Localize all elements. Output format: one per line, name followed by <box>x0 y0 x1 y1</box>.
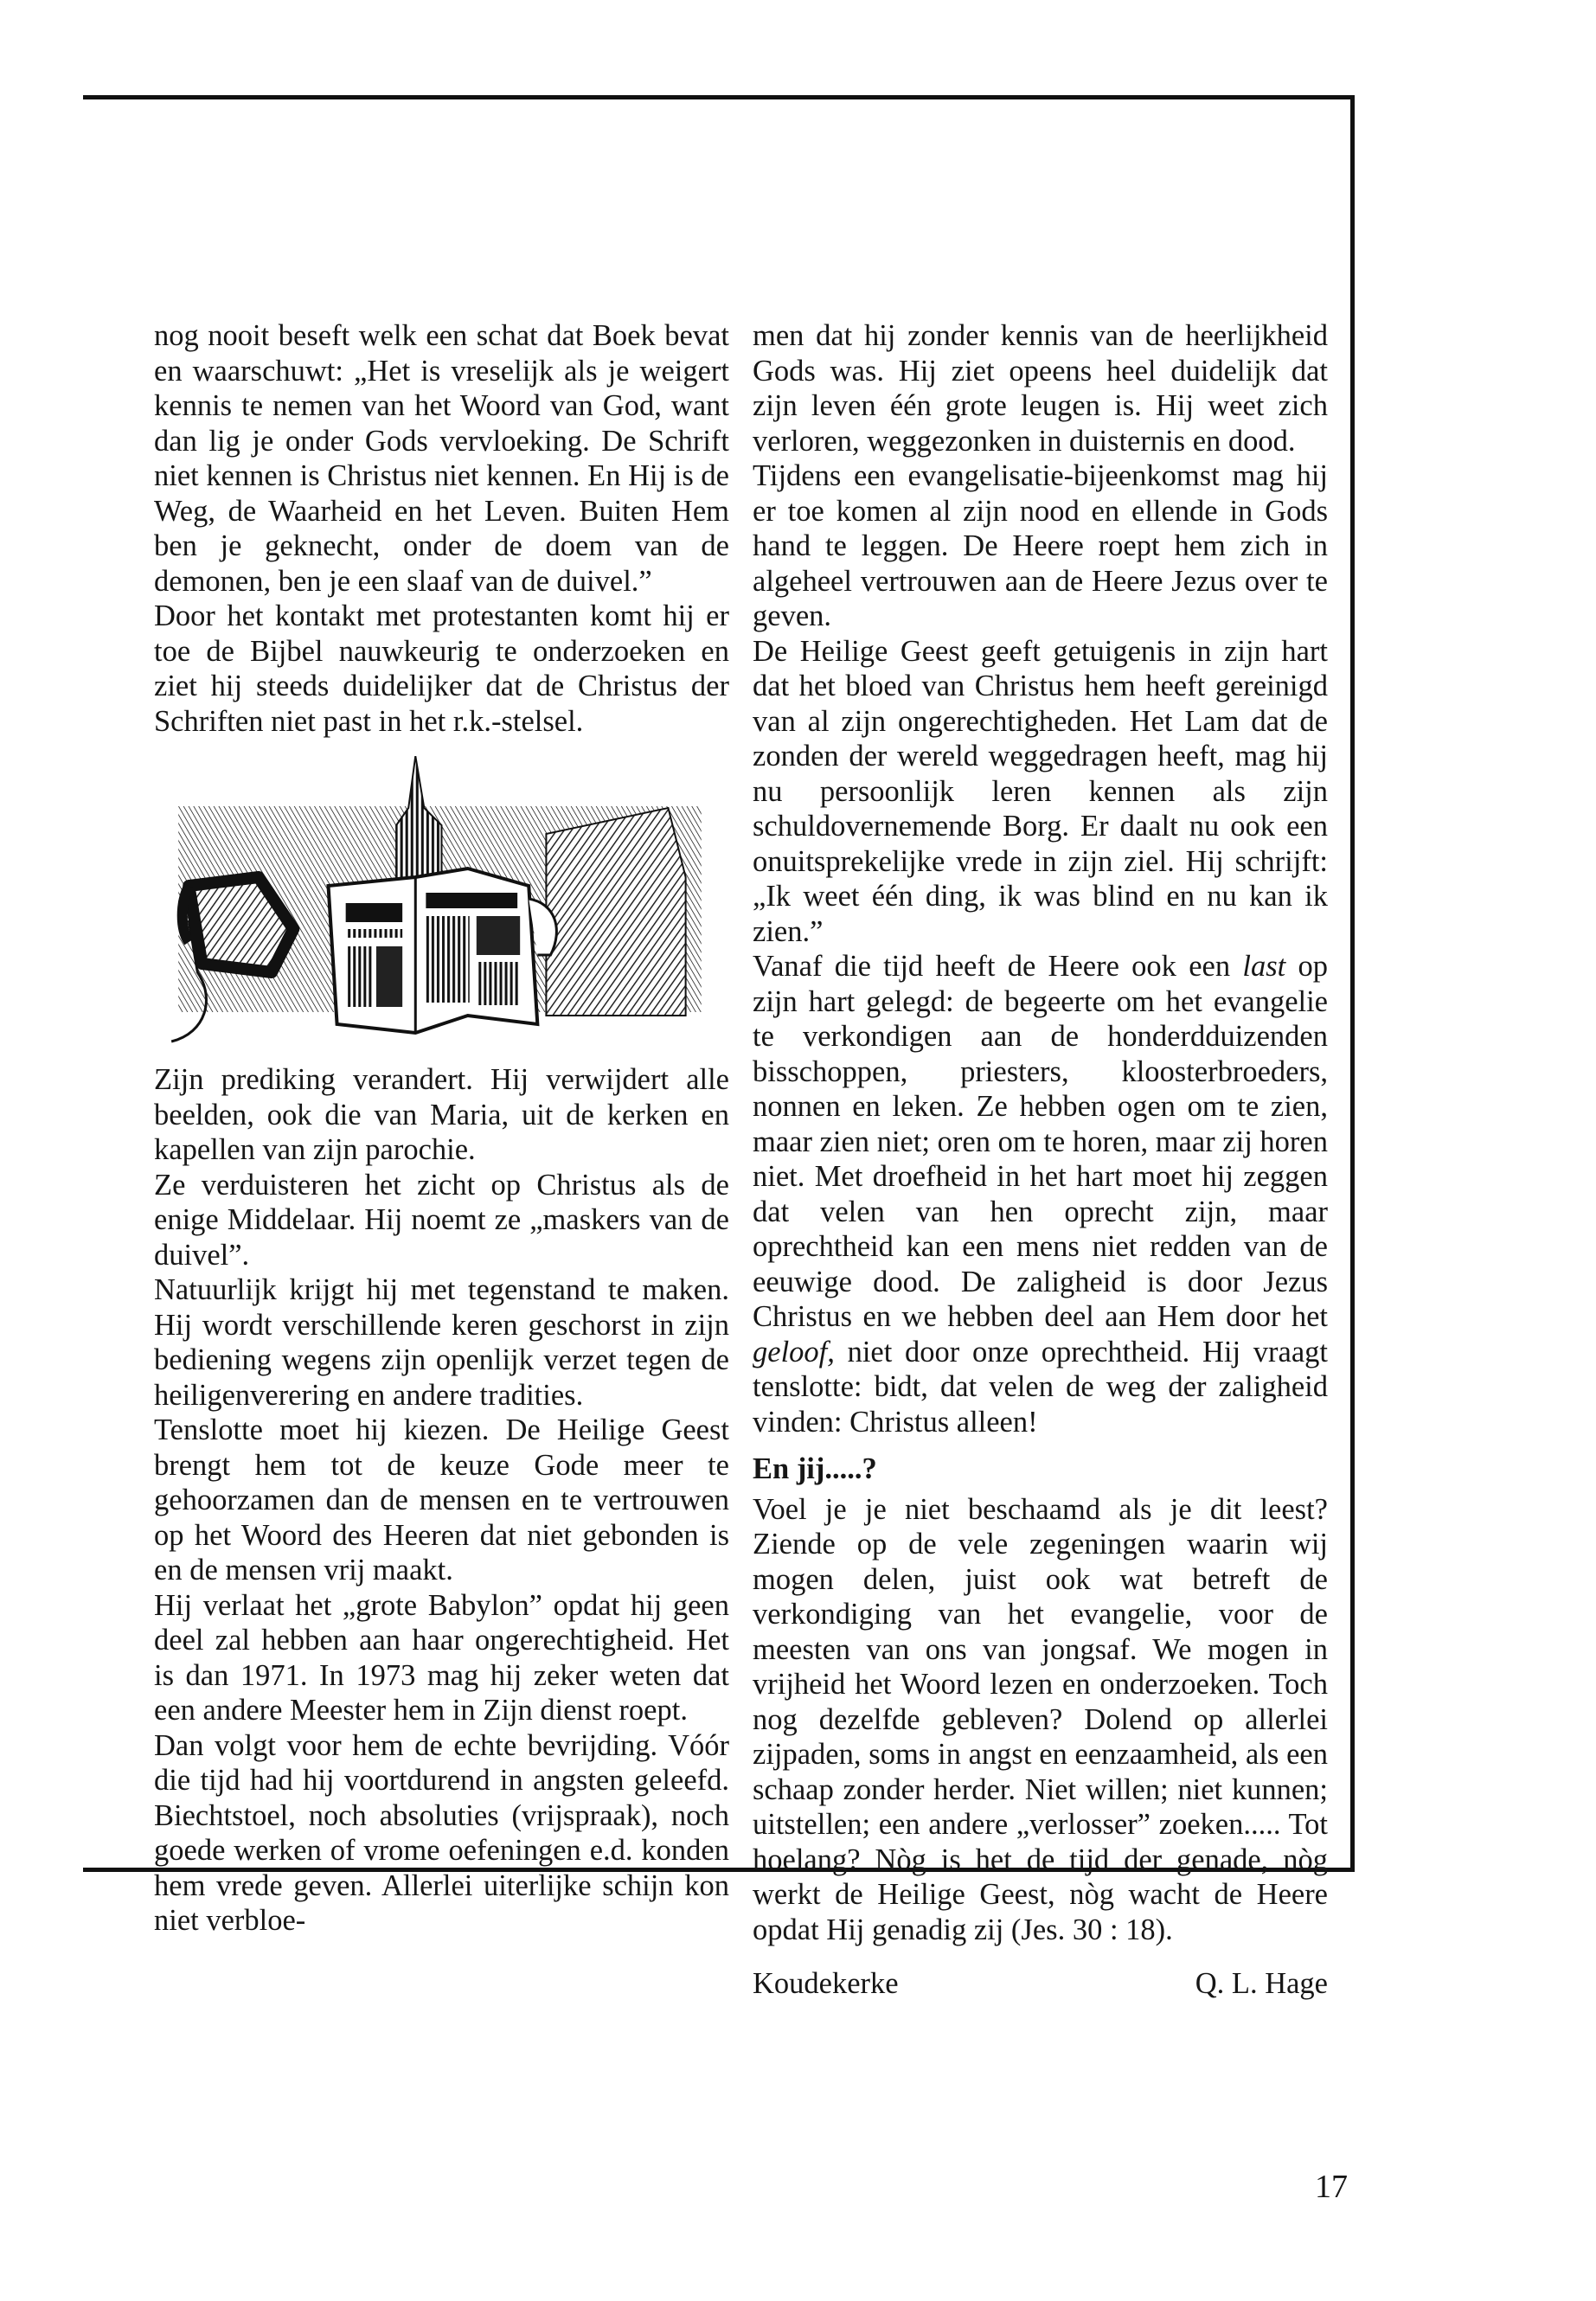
signature-name: Q. L. Hage <box>1195 1967 1328 2000</box>
signature-place: Koudekerke <box>753 1967 899 2000</box>
paragraph: men dat hij zonder kennis van de heerlijkheid Gods was. Hij ziet opeens heel duidelijk dat zijn leven één grote leugen is. Hij weet zich verloren, weggezonken in duisternis en dood. <box>753 319 1328 458</box>
paragraph: Dan volgt voor hem de echte bevrijding. Vóór die tijd had hij voortdurend in angsten geleefd. Biechtstoel, noch absoluties (vrijspraak), noch goede werken of vrome oefeningen e.d. konden hem vrede geven. Allerlei uiterlijke schijn kon niet verbloe- <box>154 1728 729 1937</box>
emphasis-text: last <box>1242 950 1286 983</box>
paragraph: Tijdens een evangelisatie-bijeenkomst mag hij er toe komen al zijn nood en ellende in Gods hand te leggen. De Heere roept hem zich in algeheel vertrouwen aan de Heere Jezus over te geven. <box>753 459 1328 632</box>
building-right <box>546 808 685 1016</box>
text: op zijn hart gelegd: de begeerte om het evangelie te verkondigen aan de honderdduizenden bisschoppen, priesters, kloosterbroeders, nonnen en leken. Ze hebben ogen om te zien, maar zien niet; oren om te horen, maar zij horen niet. Met droefheid in het hart moet hij zeggen dat velen van hen oprecht zijn, maar oprechtheid kan een mens niet redden van de eeuwige dood. De zaligheid is door Jezus Christus en we hebben deel aan Hem door het <box>753 950 1329 1333</box>
paragraph: Tenslotte moet hij kiezen. De Heilige Geest brengt hem tot de keuze Gode meer te gehoorzamen dan de mensen en te vertrouwen op het Woord des Heeren dat niet gebonden is en de mensen vrij maakt. <box>154 1413 729 1586</box>
left-column <box>154 318 729 1939</box>
paragraph: De Heilige Geest geeft getuigenis in zijn hart dat het bloed van Christus hem heeft gereinigd van al zijn ongerechtigheden. Het Lam dat de zonden der wereld weggedragen heeft, mag hij nu persoonlijk leren kennen als zijn schuldovernemende Borg. Er daalt nu ook een onuitsprekelijke vrede in zijn ziel. Hij schrijft: „Ik weet één ding, ik was blind en nu kan ik zien.” <box>753 634 1328 948</box>
text: niet door onze oprechtheid. Hij vraagt tenslotte: bidt, dat velen de weg der zaligheid vinden: Christus alleen! <box>753 1335 1328 1439</box>
paragraph: Natuurlijk krijgt hij met tegenstand te maken. Hij wordt verschillende keren geschorst in zijn bediening wegens zijn openlijk verzet tegen de heiligenverering en andere tradities. <box>154 1273 729 1412</box>
paragraph-with-emphasis <box>753 949 1328 1439</box>
page-number: 17 <box>1315 2169 1348 2205</box>
paragraph: Zijn prediking verandert. Hij verwijdert alle beelden, ook die van Maria, uit de kerken en kapellen van zijn parochie. <box>154 1063 729 1166</box>
paragraph: Hij verlaat het „grote Babylon” opdat hij geen deel zal hebben aan haar ongerechtigheid. Het is dan 1971. In 1973 mag hij zeker weten dat een andere Meester hem in Zijn dienst roept. <box>154 1588 729 1727</box>
paragraph: Voel je je niet beschaamd als je dit leest? Ziende op de vele zegeningen waarin wij mogen delen, juist ook wat betreft de verkondiging van het evangelie, voor de meesten van ons van jongsaf. We mogen in vrijheid het Woord lezen en onderzoeken. Toch nog dezelfde gebleven? Dolend op allerlei zijpaden, soms in angst en eenzaamheid, als een schaap zonder herder. Niet willen; niet kunnen; uitstellen; een andere „verlosser” zoeken..... Tot hoelang? Nòg is het de tijd der genade, nòg werkt de Heilige Geest, nòg wacht de Heere opdat Hij genadig zij (Jes. 30 : 18). <box>753 1492 1328 1946</box>
paragraph: Door het kontakt met protestanten komt hij er toe de Bijbel nauwkeurig te onderzoeken en ziet hij steeds duidelijker dat de Christus der Schriften niet past in het r.k.-stelsel. <box>154 599 729 738</box>
emphasis-text: geloof, <box>753 1335 835 1368</box>
newspaper-reader-illustration <box>154 756 729 1050</box>
paragraph: Ze verduisteren het zicht op Christus als de enige Middelaar. Hij noemt ze „maskers van de duivel”. <box>154 1168 729 1272</box>
text: Vanaf die tijd heeft de Heere ook een <box>753 950 1243 983</box>
signature <box>753 1966 1328 2002</box>
right-column <box>753 318 1328 2002</box>
paragraph: nog nooit beseft welk een schat dat Boek bevat en waarschuwt: „Het is vreselijk als je weigert kennis te nemen van het Woord van God, want dan lig je onder Gods vervloeking. De Schrift niet kennen is Christus niet kennen. En Hij is de Weg, de Waarheid en het Leven. Buiten Hem ben je geknecht, onder de doem van de demonen, ben je een slaaf van de duivel.” <box>154 319 729 598</box>
section-heading: En jij.....? <box>753 1452 877 1485</box>
illustration-glasses-newspaper <box>154 756 729 1050</box>
